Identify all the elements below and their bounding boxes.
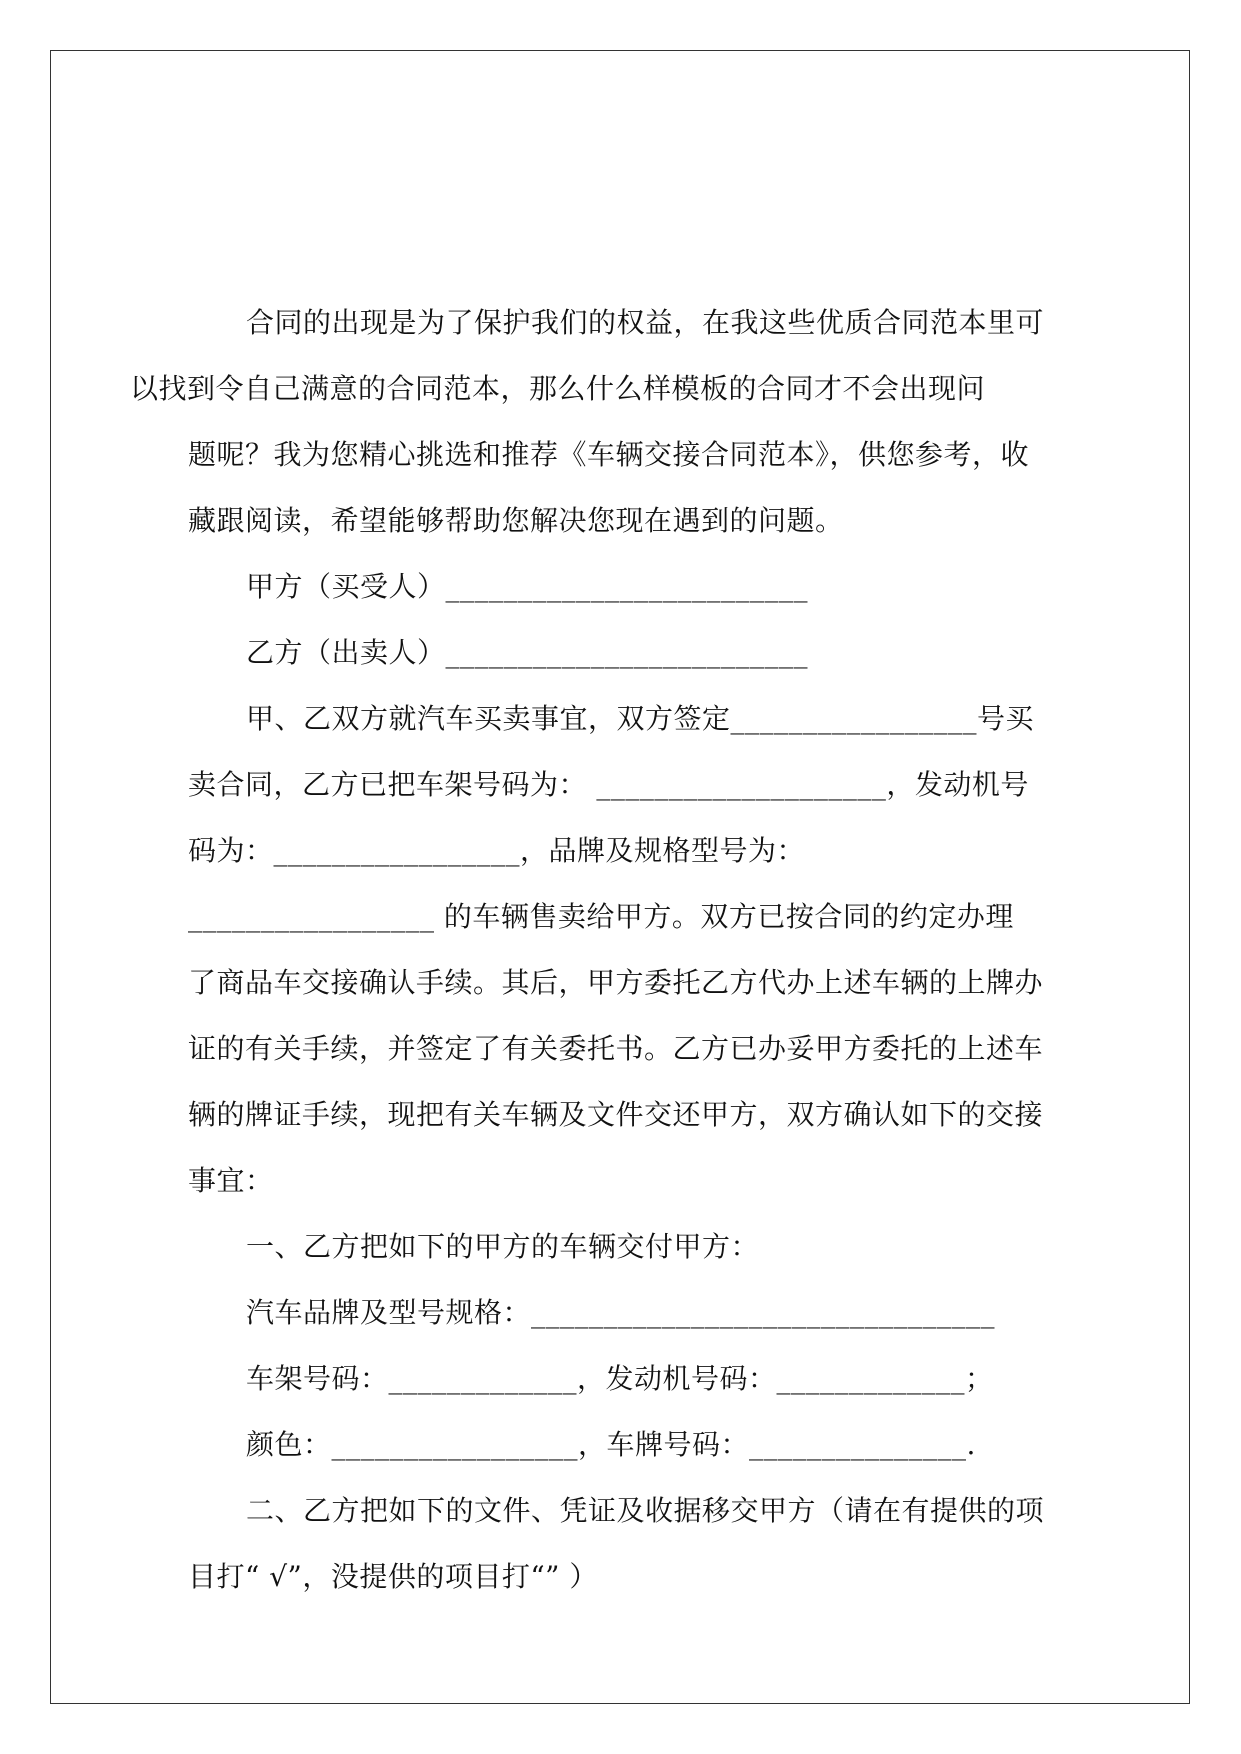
text-line: 颜色：_________________，车牌号码：_______________.	[246, 1428, 976, 1461]
clause-1-heading	[188, 1214, 1058, 1280]
text-line: 以找到令自己满意的合同范本，那么什么样模板的合同才不会出现问	[130, 372, 986, 405]
text-line: 汽车品牌及型号规格：________________________________	[246, 1296, 996, 1329]
vehicle-numbers-line	[188, 1346, 1058, 1412]
text-line: 乙方（出卖人）_________________________	[246, 636, 809, 669]
text-line: 了商品车交接确认手续。其后，甲方委托乙方代办上述车辆的上牌办	[188, 966, 1044, 999]
text-line: 卖合同，乙方已把车架号码为： ____________________，发动机号	[188, 768, 1029, 801]
text-line: 甲方（买受人）_________________________	[246, 570, 809, 603]
text-line: 车架号码：_____________，发动机号码：_____________；	[246, 1362, 994, 1395]
text-line: 目打“ √”，没提供的项目打“” ）	[188, 1560, 598, 1593]
contract-body	[130, 290, 1058, 1610]
text-line: 合同的出现是为了保护我们的权益，在我这些优质合同范本里可	[246, 306, 1045, 339]
text-line: 一、乙方把如下的甲方的车辆交付甲方：	[246, 1230, 760, 1263]
clause-2-paragraph	[188, 1478, 1058, 1610]
text-line: 证的有关手续，并签定了有关委托书。乙方已办妥甲方委托的上述车	[188, 1032, 1044, 1065]
text-line: 题呢？我为您精心挑选和推荐《车辆交接合同范本》，供您参考，收	[188, 438, 1030, 471]
text-line: 码为：_________________，品牌及规格型号为：	[188, 834, 806, 867]
vehicle-color-line	[188, 1412, 1058, 1478]
text-line: 事宜：	[188, 1164, 274, 1197]
text-line: _________________ 的车辆售卖给甲方。双方已按合同的约定办理	[188, 900, 1014, 933]
text-line: 甲、乙双方就汽车买卖事宜，双方签定_________________号买	[246, 702, 1035, 735]
party-b-line	[188, 620, 1058, 686]
text-line: 辆的牌证手续，现把有关车辆及文件交还甲方，双方确认如下的交接	[188, 1098, 1044, 1131]
intro-paragraph	[130, 290, 1058, 554]
party-a-line	[188, 554, 1058, 620]
text-line: 二、乙方把如下的文件、凭证及收据移交甲方（请在有提供的项	[246, 1494, 1045, 1527]
text-line: 藏跟阅读，希望能够帮助您解决您现在遇到的问题。	[188, 504, 844, 537]
vehicle-model-line	[188, 1280, 1058, 1346]
agreement-paragraph	[188, 686, 1058, 1214]
